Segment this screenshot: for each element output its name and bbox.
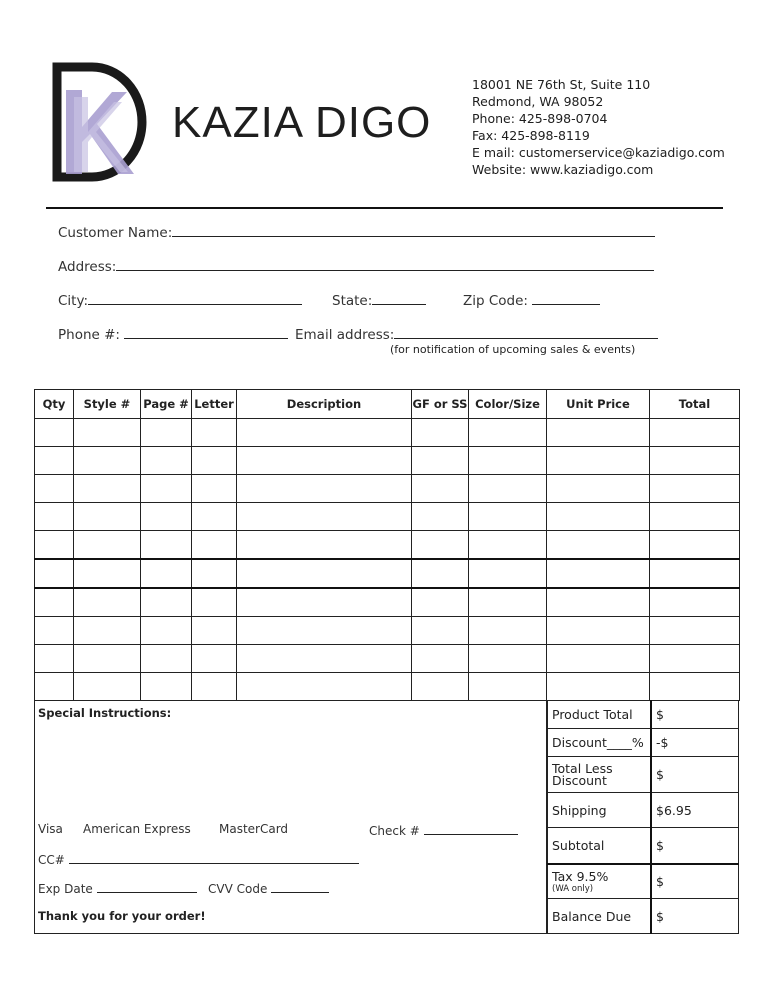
- order-header-row: [35, 390, 740, 419]
- header-style: Style #: [74, 390, 141, 419]
- tax-note: (WA only): [552, 883, 594, 894]
- order-row[interactable]: [35, 503, 740, 531]
- order-row[interactable]: [35, 645, 740, 673]
- cc-field[interactable]: [38, 851, 359, 867]
- address-label: Address:: [58, 259, 117, 275]
- subtotal-value[interactable]: $: [651, 828, 739, 864]
- subtotal-label: Subtotal: [548, 828, 652, 864]
- header-letter: Letter: [192, 390, 237, 419]
- address-line-1: 18001 NE 76th St, Suite 110: [472, 77, 651, 92]
- check-label: Check #: [369, 824, 420, 838]
- order-row[interactable]: [35, 419, 740, 447]
- customer-name-field[interactable]: [58, 224, 655, 241]
- state-line[interactable]: [372, 292, 426, 305]
- header-color-size: Color/Size: [469, 390, 547, 419]
- company-fax: Fax: 425-898-8119: [472, 128, 590, 143]
- header-unit-price: Unit Price: [547, 390, 650, 419]
- check-line[interactable]: [424, 822, 518, 835]
- cc-label: CC#: [38, 853, 65, 867]
- balance-due-row: [548, 899, 739, 934]
- order-row[interactable]: [35, 475, 740, 503]
- header-total: Total: [650, 390, 740, 419]
- discount-row: [548, 729, 739, 757]
- order-row[interactable]: [35, 588, 740, 617]
- tax-cell: [548, 864, 652, 899]
- exp-date-label: Exp Date: [38, 882, 93, 896]
- state-label: State:: [332, 293, 373, 309]
- cc-line[interactable]: [69, 851, 359, 864]
- order-table: [34, 389, 740, 701]
- order-row[interactable]: [35, 559, 740, 588]
- balance-due-value[interactable]: $: [651, 899, 739, 934]
- company-email: E mail: customerservice@kaziadigo.com: [472, 145, 725, 160]
- order-row[interactable]: [35, 617, 740, 645]
- cvv-line[interactable]: [271, 880, 329, 893]
- address-field[interactable]: [58, 258, 654, 275]
- exp-date-line[interactable]: [97, 880, 197, 893]
- email-field[interactable]: [295, 326, 658, 343]
- company-website: Website: www.kaziadigo.com: [472, 162, 654, 177]
- address-line-2: Redmond, WA 98052: [472, 94, 604, 109]
- totals-table: [547, 700, 739, 934]
- special-instructions-label: Special Instructions:: [38, 706, 172, 720]
- phone-line[interactable]: [124, 326, 288, 339]
- email-label: Email address:: [295, 327, 395, 343]
- company-logo: [52, 62, 152, 182]
- city-label: City:: [58, 293, 89, 309]
- company-contact: [472, 76, 725, 178]
- product-total-row: [548, 701, 739, 729]
- shipping-value: $6.95: [651, 793, 739, 828]
- header-qty: Qty: [35, 390, 74, 419]
- customer-name-line[interactable]: [172, 224, 655, 237]
- discount-label[interactable]: Discount____%: [548, 729, 652, 757]
- phone-label: Phone #:: [58, 327, 120, 343]
- shipping-label: Shipping: [548, 793, 652, 828]
- mastercard-option[interactable]: MasterCard: [219, 822, 289, 836]
- cvv-field[interactable]: [208, 880, 329, 896]
- header-description: Description: [237, 390, 412, 419]
- state-field[interactable]: [332, 292, 426, 309]
- shipping-row: [548, 793, 739, 828]
- city-line[interactable]: [88, 292, 302, 305]
- tax-value[interactable]: $: [651, 864, 739, 899]
- amex-option[interactable]: American Express: [83, 822, 191, 836]
- balance-due-label: Balance Due: [548, 899, 652, 934]
- special-instructions-box[interactable]: [34, 700, 547, 934]
- customer-name-label: Customer Name:: [58, 225, 173, 241]
- order-row[interactable]: [35, 447, 740, 475]
- city-field[interactable]: [58, 292, 302, 309]
- email-note: (for notification of upcoming sales & events): [390, 343, 636, 356]
- zip-field[interactable]: [463, 292, 600, 309]
- exp-date-field[interactable]: [38, 880, 197, 896]
- order-row[interactable]: [35, 531, 740, 560]
- visa-option[interactable]: Visa: [38, 822, 63, 836]
- company-name: KAZIA DIGO: [172, 98, 432, 147]
- cvv-label: CVV Code: [208, 882, 268, 896]
- check-field[interactable]: [369, 822, 518, 838]
- header-gf-ss: GF or SS: [412, 390, 469, 419]
- tax-row: [548, 864, 739, 899]
- tax-label: Tax 9.5%: [552, 868, 609, 884]
- address-line[interactable]: [116, 258, 654, 271]
- header-divider: [46, 207, 723, 209]
- product-total-label: Product Total: [548, 701, 652, 729]
- total-less-discount-row: [548, 757, 739, 793]
- subtotal-row: [548, 828, 739, 864]
- email-line[interactable]: [394, 326, 658, 339]
- total-less-discount-value[interactable]: $: [651, 757, 739, 793]
- phone-field[interactable]: [58, 326, 288, 343]
- zip-label: Zip Code:: [463, 293, 528, 309]
- zip-line[interactable]: [532, 292, 600, 305]
- product-total-value[interactable]: $: [651, 701, 739, 729]
- thank-you-text: Thank you for your order!: [38, 909, 206, 923]
- discount-value[interactable]: -$: [651, 729, 739, 757]
- company-phone: Phone: 425-898-0704: [472, 111, 608, 126]
- order-row[interactable]: [35, 673, 740, 701]
- total-less-discount-label: Total Less Discount: [548, 757, 652, 793]
- header-page: Page #: [141, 390, 192, 419]
